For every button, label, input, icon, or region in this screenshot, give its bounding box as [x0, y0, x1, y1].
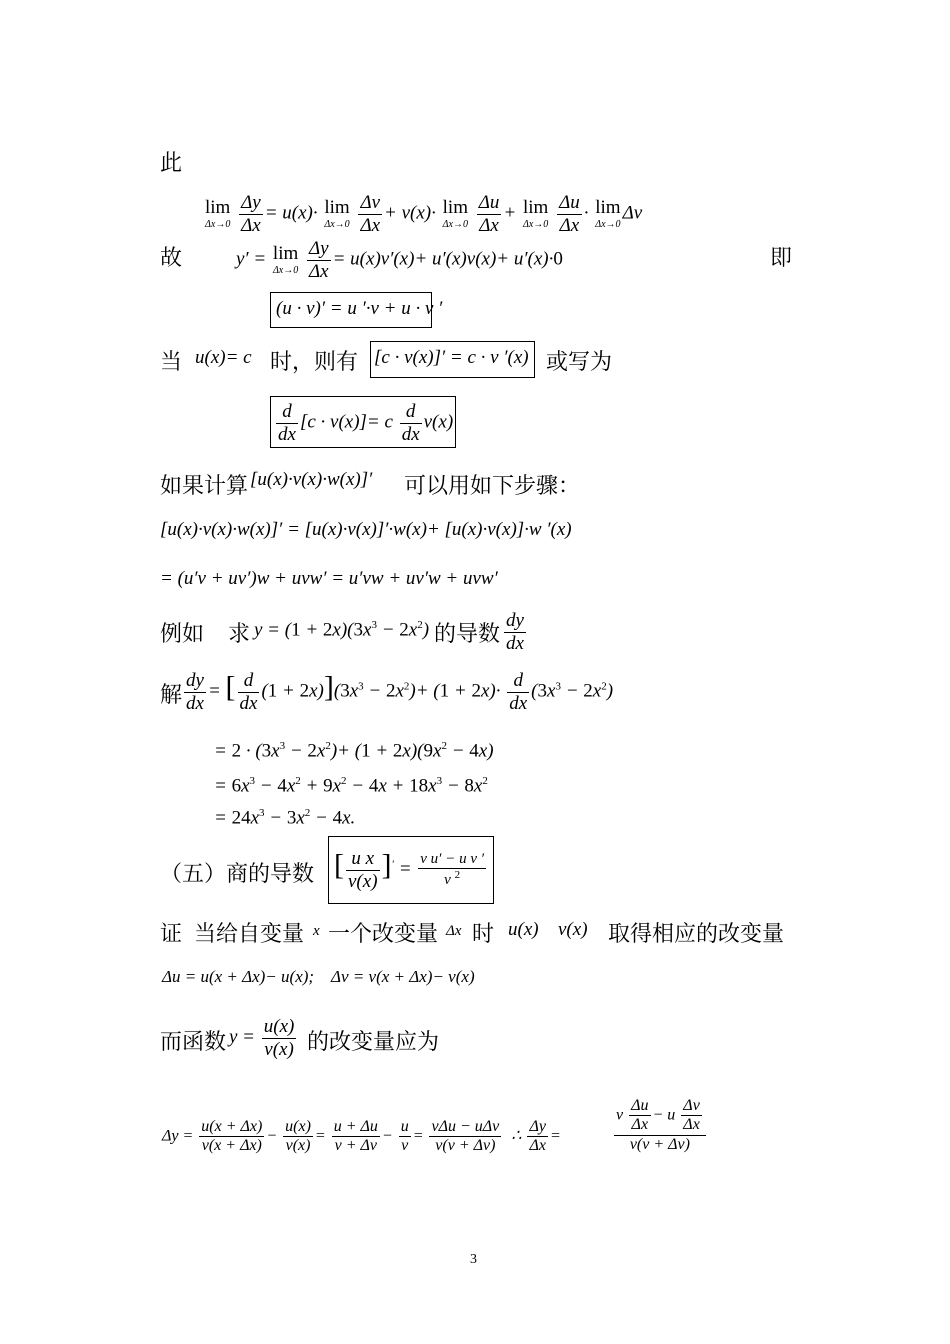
formula-solution-step3: = $6x^3 - 4x^2 + 9x^2 - 4x + 18x^3 - 8x^2$ — [214, 775, 488, 797]
text-shi2: 时 — [472, 922, 495, 947]
formula-u-x: u(x) — [508, 919, 539, 940]
formula-solution-step4: = $24x^3 - 3x^2 - 4x$. — [214, 807, 356, 829]
text-gu: 故 — [160, 246, 183, 271]
text-ci: 此 — [160, 151, 183, 176]
text-jie: 解 — [160, 683, 183, 708]
formula-y-prime-limit: y′ = lim Δx→0 $\frac{\Delta y}{\Delta x}$ = u(x)v′(x)+ u′(x)v(x)+ u′(x)·0 — [236, 238, 563, 282]
formula-u-equals-c: u(x)= c — [195, 347, 252, 368]
formula-constant-rule-leibniz: $\frac{d}{dx}$ [c · v(x)]= c $\frac{d}{dx}$ v(x) — [278, 401, 454, 445]
section-title-quotient: （五）商的导数 — [160, 862, 315, 887]
formula-quotient-function: y = $\frac{u(x)}{v(x)}$ — [229, 1016, 295, 1060]
text-liru: 例如 — [160, 622, 205, 647]
formula-delta-u-delta-v: Δu = u(x + Δx)− u(x); Δv = v(x + Δx)− v(x) — [162, 967, 475, 986]
text-qiu: 求 — [228, 622, 251, 647]
text-keyi-yong: 可以用如下步骤： — [404, 474, 581, 499]
text-yige-gaibian: 一个改变量 — [328, 922, 439, 947]
formula-solution-step2: = $2 \cdot (3x^3 - 2x^2)+ (1 + 2x)(9x^2 - 4x)$ — [214, 740, 494, 762]
text-de-gaibian: 的改变量应为 — [307, 1030, 440, 1055]
text-shi-ze-you: 时，则有 — [270, 350, 359, 375]
formula-delta-y-derivation: Δy = $\frac{u(x + \Delta x)}{v(x + \Delta x)}$ − $\frac{u(x)}{v(x)}$ = $\frac{u + \Delta u}{v + \Delta v}$ − $\frac{u}{v}$ = $\frac{\text{vΔu − uΔv}}{v(v + \Delta v)}$ ∴ $\frac{\Delta y}{\Delta x}$ = — [162, 1118, 561, 1155]
formula-triple-step2: = (u′v + uv′)w + uvw′ = u′vw + uv′w + uvw′ — [160, 568, 498, 589]
text-de-daoshu: 的导数 — [434, 622, 501, 647]
formula-triple-product: [u(x)·v(x)·w(x)]′ — [250, 469, 373, 490]
text-qude: 取得相应的改变量 — [608, 922, 785, 947]
formula-solution-step1: $\frac{dy}{dx}$ = [ $\frac{d}{dx}$ $(1 + 2x)](3x^3 - 2x^2)+ (1 + 2x)\cdot$ $\frac{d}{dx}$ $(3x^3 - 2x^2)$ — [186, 670, 614, 714]
formula-delta-y-over-delta-x: v $\frac{\Delta u}{\Delta x}$ − u $\frac{\Delta v}{\Delta x}$ v(v + Δv) — [612, 1097, 708, 1154]
formula-limit-expansion: lim Δx→0 $\frac{\Delta y}{\Delta x}$ = u(x)· lim Δx→0 $\frac{\Delta v}{\Delta x}$ + v(x)· lim Δx→0 $\frac{\Delta u}{\Delta x}$ + lim Δx→0 $\frac{\Delta u}{\Delta x}$ · lim Δx→0 Δv — [205, 192, 643, 236]
page-number: 3 — [470, 1252, 477, 1267]
formula-dy-dx: $\frac{dy}{dx}$ — [506, 610, 524, 654]
text-ruguo-jisuan: 如果计算 — [160, 474, 249, 499]
formula-v-x: v(x) — [558, 919, 588, 940]
text-dang: 当 — [160, 350, 183, 375]
formula-quotient-rule: [ $\frac{\text{u x}}{v(x)}$ ]′ = $\frac{\text{v u′ − u v ′}}{v ^2}$ — [334, 848, 485, 892]
text-dang-gei: 当给自变量 — [194, 922, 305, 947]
formula-product-rule: (u · v)′ = u ′·v + u · v ′ — [276, 298, 443, 319]
formula-triple-step1: [u(x)·v(x)·w(x)]′ = [u(x)·v(x)]′·w(x)+ [u(x)·v(x)]·w ′(x) — [160, 519, 572, 540]
formula-x: x — [313, 923, 320, 939]
text-ji: 即 — [770, 246, 793, 271]
formula-constant-rule: [c · v(x)]′ = c · v ′(x) — [374, 347, 529, 368]
formula-delta-x: Δx — [446, 923, 462, 939]
text-er-hanshu: 而函数 — [160, 1030, 227, 1055]
text-huo-xie-wei: 或写为 — [546, 350, 613, 375]
formula-example-function: $y = (1 + 2x)(3x^3 - 2x^2)$ — [254, 619, 430, 641]
text-zheng: 证 — [160, 922, 183, 947]
